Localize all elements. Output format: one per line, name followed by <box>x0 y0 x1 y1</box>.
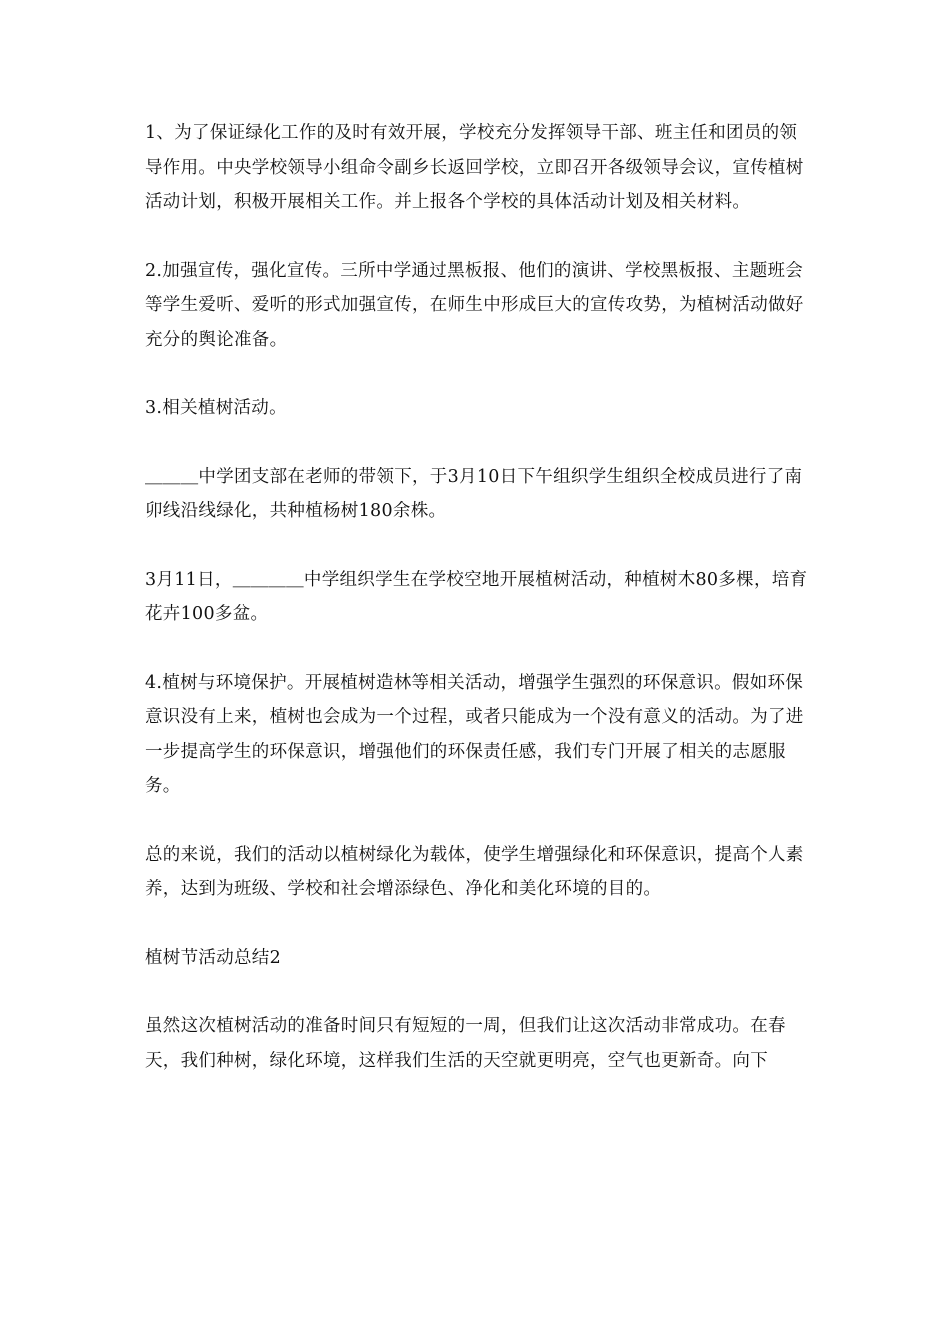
paragraph-activities-heading: 3.相关植树活动。 <box>145 398 287 418</box>
paragraph-spacer <box>145 529 810 563</box>
paragraph-spacer <box>145 632 810 666</box>
paragraph-conclusion: 总的来说，我们的活动以植树绿化为载体，使学生增强绿化和环保意识，提高个人素养，达到为班级、学校和社会增添绿色、净化和美化环境的目的。 <box>145 844 804 899</box>
paragraph-publicity: 2.加强宣传，强化宣传。三所中学通过黑板报、他们的演讲、学校黑板报、主题班会等学生爱听、爱听的形式加强宣传，在师生中形成巨大的宣传攻势，为植树活动做好充分的舆论准备。 <box>145 260 804 350</box>
paragraph-spacer <box>145 907 810 941</box>
paragraph-youth-league: ＿＿＿中学团支部在老师的带领下，于3月10日下午组织学生组织全校成员进行了南卯线沿线绿化，共种植杨树180余株。 <box>145 466 803 521</box>
paragraph-spacer <box>145 804 810 838</box>
paragraph-summary-2: 虽然这次植树活动的准备时间只有短短的一周，但我们让这次活动非常成功。在春天，我们种树，绿化环境，这样我们生活的天空就更明亮，空气也更新奇。向下 <box>145 1016 786 1071</box>
section-title: 植树节活动总结2 <box>145 947 282 968</box>
paragraph-spacer <box>145 357 810 391</box>
paragraph-leadership: 1、为了保证绿化工作的及时有效开展，学校充分发挥领导干部、班主任和团员的领导作用。中央学校领导小组命令副乡长返回学校，立即召开各级领导会议，宣传植树活动计划，积极开展相关工作。并上报各个学校的具体活动计划及相关材料。 <box>145 123 804 212</box>
paragraph-spacer <box>145 426 810 460</box>
paragraph-spacer <box>145 220 810 254</box>
paragraph-march-11: 3月11日，＿＿＿＿中学组织学生在学校空地开展植树活动，种植树木80多棵，培育花卉100多盆。 <box>145 569 808 624</box>
paragraph-environment: 4.植树与环境保护。开展植树造林等相关活动，增强学生强烈的环保意识。假如环保意识没有上来，植树也会成为一个过程，或者只能成为一个没有意义的活动。为了进一步提高学生的环保意识，增强他们的环保责任感，我们专门开展了相关的志愿服务。 <box>145 672 804 796</box>
document-body <box>145 116 810 1078</box>
paragraph-spacer <box>145 975 810 1009</box>
